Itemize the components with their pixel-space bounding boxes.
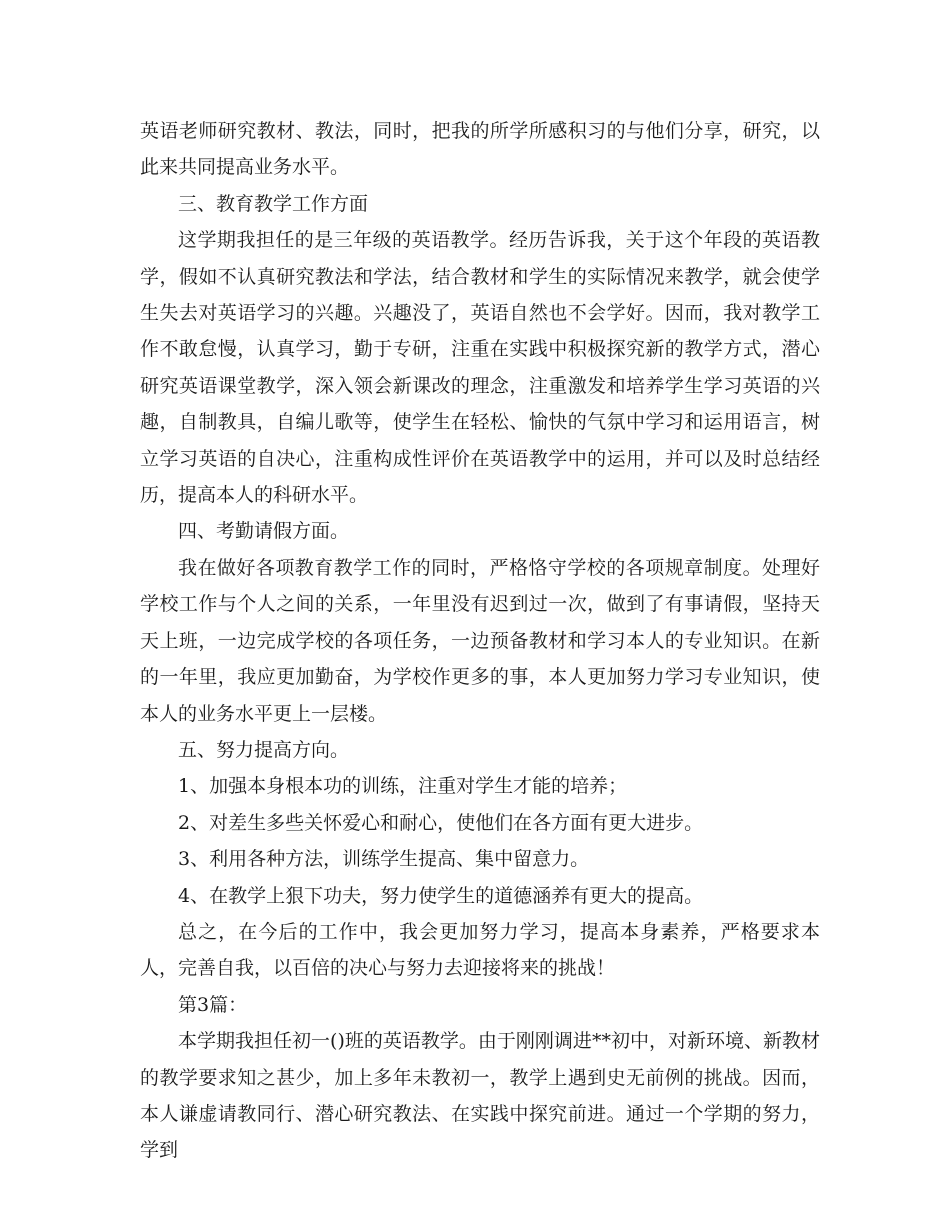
paragraph-attendance: 我在做好各项教育教学工作的同时，严格恪守学校的各项规章制度。处理好学校工作与个人之间的关系，一年里没有迟到过一次，做到了有事请假，坚持天天上班，一边完成学校的各项任务，一边预备教材和学习本人的专业知识。在新的一年里，我应更加勤奋，为学校作更多的事，本人更加努力学习专业知识，使本人的业务水平更上一层楼。 [140, 556, 820, 725]
heading-attendance: 四、考勤请假方面。 [178, 520, 350, 543]
heading-part-3: 第3篇： [178, 993, 248, 1016]
heading-improvement: 五、努力提高方向。 [178, 738, 350, 761]
list-item-2: 2、对差生多些关怀爱心和耐心，使他们在各方面有更大进步。 [178, 811, 704, 834]
list-item-3: 3、利用各种方法，训练学生提高、集中留意力。 [178, 848, 590, 871]
paragraph-continued-intro: 英语老师研究教材、教法，同时，把我的所学所感积习的与他们分享，研究，以此来共同提高业务水平。 [140, 120, 820, 179]
paragraph-teaching-work: 这学期我担任的是三年级的英语教学。经历告诉我，关于这个年段的英语教学，假如不认真研究教法和学法，结合教材和学生的实际情况来教学，就会使学生失去对英语学习的兴趣。兴趣没了，英语自然也不会学好。因而，我对教学工作不敢怠慢，认真学习，勤于专研，注重在实践中积极探究新的教学方式，潜心研究英语课堂教学，深入领会新课改的理念，注重激发和培养学生学习英语的兴趣，自制教具，自编儿歌等，使学生在轻松、愉快的气氛中学习和运用语言，树立学习英语的自决心，注重构成性评价在英语教学中的运用，并可以及时总结经历，提高本人的科研水平。 [140, 229, 820, 507]
document-body [140, 113, 820, 1169]
list-item-1: 1、加强本身根本功的训练，注重对学生才能的培养； [178, 775, 628, 798]
heading-teaching-work: 三、教育教学工作方面 [178, 192, 369, 215]
paragraph-part-3: 本学期我担任初一()班的英语教学。由于刚刚调进**初中，对新环境、新教材的教学要求知之甚少，加上多年未教初一，教学上遇到史无前例的挑战。因而，本人谦虚请教同行、潜心研究教法、在实践中探究前进。通过一个学期的努力，学到 [140, 1030, 820, 1162]
paragraph-conclusion: 总之，在今后的工作中，我会更加努力学习，提高本身素养，严格要求本人，完善自我，以百倍的决心与努力去迎接将来的挑战！ [140, 920, 820, 980]
list-item-4: 4、在教学上狠下功夫，努力使学生的道德涵养有更大的提高。 [178, 884, 704, 907]
